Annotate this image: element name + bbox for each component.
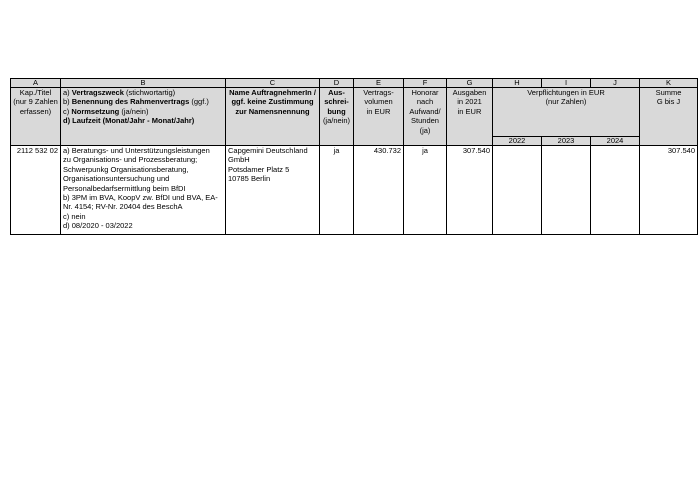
cell-line: Capgemini Deutschland	[228, 146, 308, 155]
column-letter: H	[493, 79, 542, 88]
contracts-table	[10, 78, 698, 235]
header-line: a) Vertragszweck (stichwortartig)	[63, 88, 176, 97]
year-2022: 2022	[493, 137, 542, 146]
column-letter: C	[226, 79, 320, 88]
cell-line: Organisationsuntersuchung und	[63, 174, 170, 184]
header-line: Honorar	[411, 88, 439, 97]
header-row	[11, 88, 698, 137]
header-verpflichtungen	[493, 88, 640, 137]
header-kap-titel	[11, 88, 61, 146]
column-letter: I	[542, 79, 591, 88]
header-vertragszweck	[61, 88, 226, 146]
cell-ausschreibung: ja	[320, 146, 354, 235]
cell-line: Schwerpunkg Organisationsberatung,	[63, 164, 189, 174]
header-line: Vertrags-	[363, 88, 394, 97]
header-line: Verpflichtungen in EUR	[527, 88, 605, 97]
header-line: Ausgaben	[452, 88, 487, 97]
cell-2022	[493, 146, 542, 235]
cell-line: c) nein	[63, 211, 86, 221]
cell-line: 10785 Berlin	[228, 174, 271, 184]
cell-auftragnehmer	[226, 146, 320, 235]
header-line: Stunden	[411, 116, 439, 126]
cell-vertragszweck	[61, 146, 226, 235]
cell-kap-titel: 2112 532 02	[11, 146, 61, 235]
cell-summe: 307.540	[640, 146, 698, 235]
column-letter: B	[61, 79, 226, 88]
cell-ausgaben-2021: 307.540	[447, 146, 493, 235]
header-ausgaben-2021	[447, 88, 493, 146]
header-line: Kap./Titel	[19, 88, 52, 97]
column-letter: A	[11, 79, 61, 88]
header-summe	[640, 88, 698, 146]
header-line: nach	[416, 97, 434, 107]
header-line: bung	[327, 106, 346, 116]
header-line: (ja/nein)	[322, 116, 351, 126]
cell-line: Nr. 4154; RV-Nr. 20404 des BeschA	[63, 202, 183, 212]
header-line: G bis J	[656, 97, 681, 107]
header-line: in 2021	[457, 97, 482, 107]
header-line: ggf. keine Zustimmung	[231, 97, 314, 107]
header-line: (nur Zahlen)	[545, 97, 587, 107]
column-letter: E	[354, 79, 404, 88]
header-line: Name AuftragnehmerIn /	[229, 88, 316, 97]
column-letter: F	[404, 79, 447, 88]
cell-line: b) 3PM im BVA, KoopV zw. BfDI und BVA, EA-	[63, 193, 218, 203]
table-row	[11, 146, 698, 235]
header-line: Aufwand/	[409, 106, 441, 116]
cell-line: Potsdamer Platz 5	[228, 164, 290, 174]
cell-line: zu Organisations- und Prozessberatung;	[63, 155, 198, 165]
column-letter: J	[591, 79, 640, 88]
cell-2023	[542, 146, 591, 235]
cell-line: GmbH	[228, 155, 250, 165]
header-line: schrei-	[324, 97, 349, 107]
header-ausschreibung	[320, 88, 354, 146]
cell-line: Personalbedarfsermittlung beim BfDI	[63, 183, 186, 193]
column-letter: G	[447, 79, 493, 88]
header-line: b) Benennung des Rahmenvertrags (ggf.)	[63, 97, 209, 107]
header-line: (nur 9 Zahlen	[13, 97, 58, 107]
header-line: zur Namensnennung	[235, 106, 310, 116]
header-honorar	[404, 88, 447, 146]
header-line: Summe	[655, 88, 682, 97]
header-line: volumen	[364, 97, 393, 107]
header-line: c) Normsetzung (ja/nein)	[63, 106, 149, 116]
header-line: (ja)	[419, 125, 431, 135]
year-2023: 2023	[542, 137, 591, 146]
header-auftragnehmer	[226, 88, 320, 146]
column-letter-row	[11, 79, 698, 88]
cell-line: d) 08/2020 - 03/2022	[63, 221, 133, 231]
header-line: erfassen)	[19, 106, 52, 116]
header-line: d) Laufzeit (Monat/Jahr - Monat/Jahr)	[63, 116, 195, 126]
cell-2024	[591, 146, 640, 235]
cell-honorar: ja	[404, 146, 447, 235]
header-line: in EUR	[457, 106, 482, 116]
column-letter: D	[320, 79, 354, 88]
header-line: in EUR	[366, 106, 391, 116]
header-line: Aus-	[328, 88, 345, 97]
cell-line: a) Beratungs- und Unterstützungsleistungen	[63, 146, 210, 155]
column-letter: K	[640, 79, 698, 88]
cell-vertragsvolumen: 430.732	[354, 146, 404, 235]
year-2024: 2024	[591, 137, 640, 146]
header-vertragsvolumen	[354, 88, 404, 146]
